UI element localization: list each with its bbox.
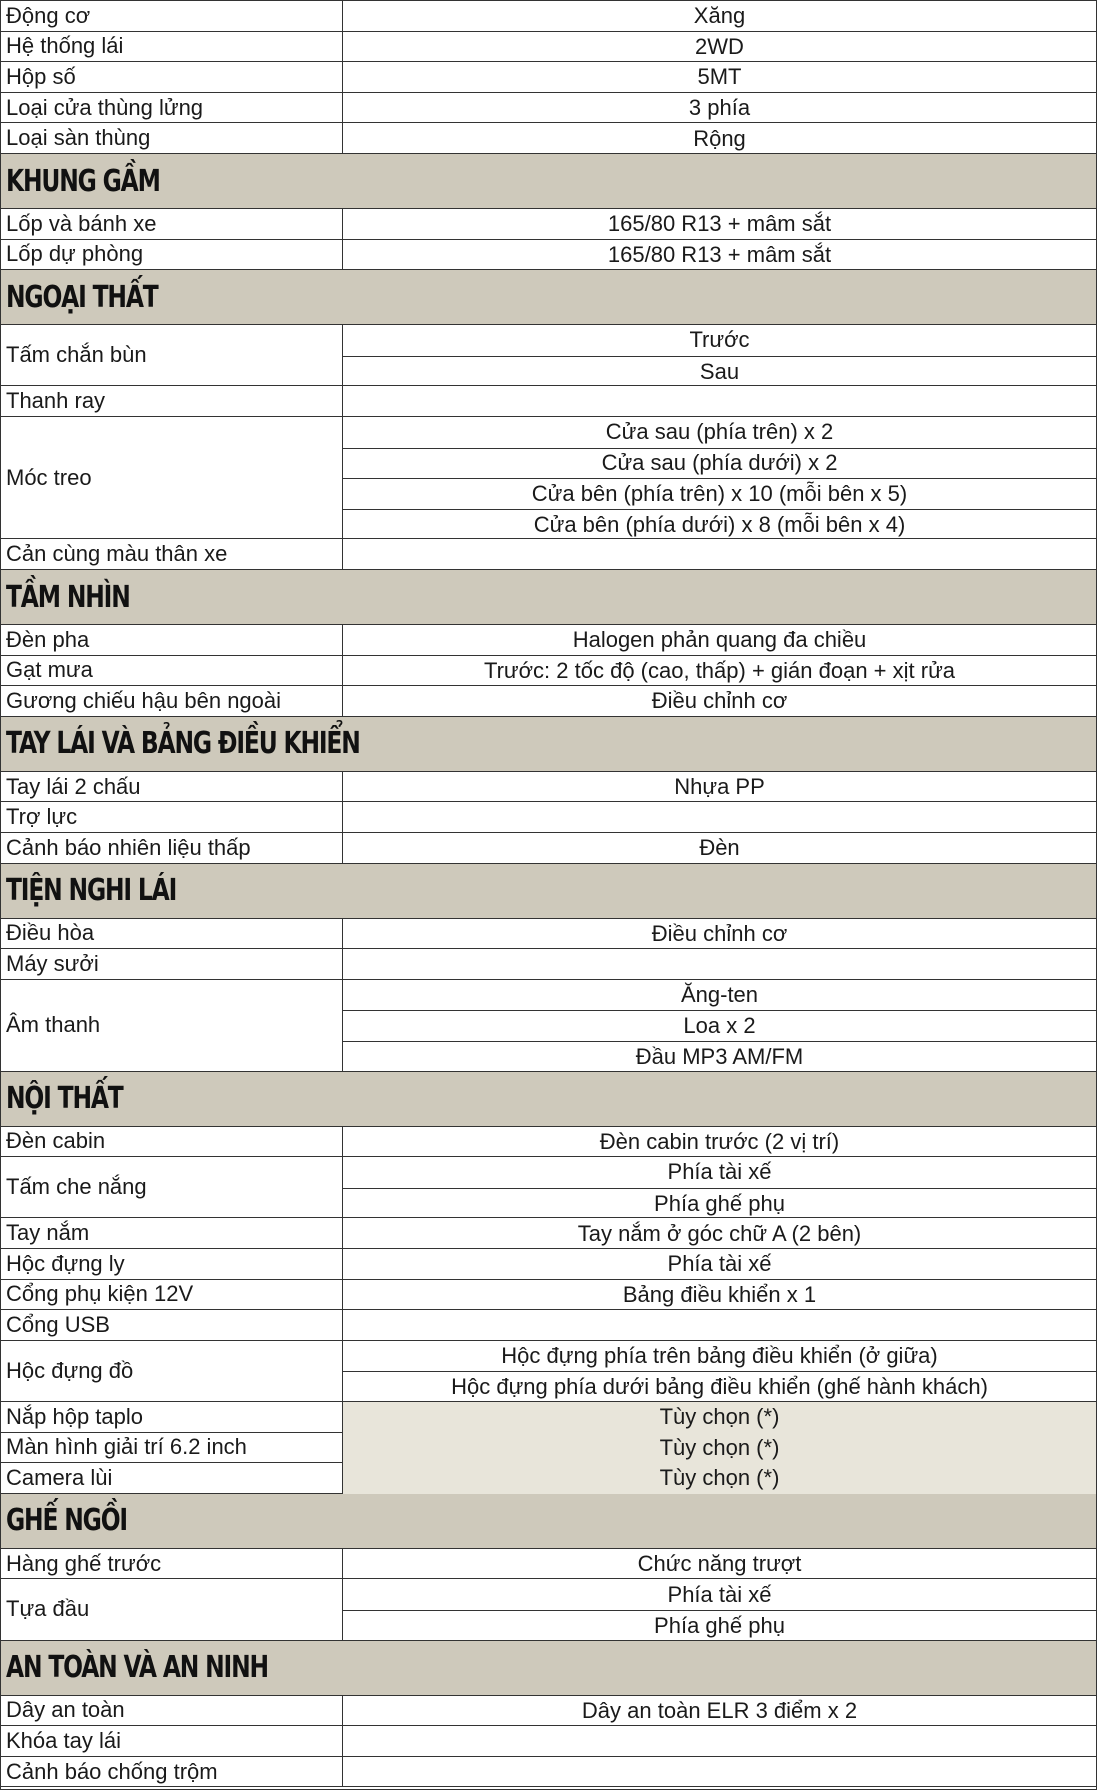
spec-row — [1, 1696, 1096, 1727]
section-title: KHUNG GẦM — [6, 163, 160, 199]
spec-values — [343, 772, 1096, 802]
section-title: GHẾ NGỒI — [6, 1503, 127, 1539]
spec-values — [343, 417, 1096, 538]
spec-label: Gương chiếu hậu bên ngoài — [1, 686, 343, 716]
spec-values — [343, 949, 1096, 979]
spec-value: Tùy chọn (*) — [343, 1463, 1096, 1494]
spec-values — [343, 1549, 1096, 1579]
section-title: TIỆN NGHI LÁI — [6, 873, 177, 909]
spec-values — [343, 93, 1096, 123]
spec-values — [343, 386, 1096, 416]
spec-label: Hộc đựng ly — [1, 1249, 343, 1279]
spec-value: 165/80 R13 + mâm sắt — [607, 241, 832, 267]
spec-label: Màn hình giải trí 6.2 inch — [1, 1433, 343, 1463]
spec-row — [1, 1249, 1096, 1280]
section-title: NGOẠI THẤT — [6, 279, 158, 315]
spec-values — [343, 656, 1096, 686]
section-title: NỘI THẤT — [6, 1081, 123, 1117]
spec-row — [1, 919, 1096, 950]
spec-row — [1, 209, 1096, 240]
spec-value — [343, 802, 1096, 833]
spec-row — [1, 656, 1096, 687]
spec-value: Phía ghế phụ — [343, 1610, 1096, 1641]
spec-values — [343, 686, 1096, 716]
spec-row — [1, 325, 1096, 386]
spec-label: Đèn cabin — [1, 1127, 343, 1157]
spec-value: 5MT — [697, 64, 742, 90]
spec-values — [343, 240, 1096, 270]
spec-values — [343, 325, 1096, 385]
spec-value: Phía ghế phụ — [343, 1188, 1096, 1219]
spec-values — [343, 1249, 1096, 1279]
spec-row — [1, 1726, 1096, 1757]
section-title: TẦM NHÌN — [6, 579, 130, 615]
spec-values — [343, 1757, 1096, 1787]
spec-label: Loại sàn thùng — [1, 123, 343, 153]
spec-row — [1, 686, 1096, 717]
spec-value: Halogen phản quang đa chiều — [572, 627, 867, 653]
section-header — [1, 154, 1096, 209]
spec-label: Động cơ — [1, 1, 343, 31]
spec-value: Cửa bên (phía dưới) x 8 (mỗi bên x 4) — [343, 509, 1096, 540]
spec-label: Tay lái 2 chấu — [1, 772, 343, 802]
spec-values — [343, 833, 1096, 863]
spec-value: Điều chỉnh cơ — [651, 920, 788, 946]
spec-row — [1, 1280, 1096, 1311]
spec-row — [1, 386, 1096, 417]
spec-row — [1, 539, 1096, 570]
spec-label: Đèn pha — [1, 625, 343, 655]
spec-value: Đèn — [699, 835, 740, 861]
spec-values — [343, 1310, 1096, 1340]
spec-value: Ăng-ten — [680, 982, 759, 1008]
section-header — [1, 1494, 1096, 1549]
spec-row — [1, 1341, 1096, 1402]
spec-value: Nhựa PP — [674, 774, 765, 800]
spec-label: Lốp và bánh xe — [1, 209, 343, 239]
spec-value: Đầu MP3 AM/FM — [343, 1041, 1096, 1072]
spec-label: Tấm chắn bùn — [1, 325, 343, 385]
spec-values — [343, 919, 1096, 949]
spec-label: Thanh ray — [1, 386, 343, 416]
spec-value: 165/80 R13 + mâm sắt — [607, 211, 832, 237]
spec-values — [343, 625, 1096, 655]
section-header — [1, 864, 1096, 919]
spec-value — [343, 1757, 1096, 1788]
spec-row — [1, 949, 1096, 980]
spec-row — [1, 1157, 1096, 1218]
spec-value: Tùy chọn (*) — [343, 1433, 1096, 1464]
section-title: TAY LÁI VÀ BẢNG ĐIỀU KHIỂN — [6, 726, 360, 762]
spec-value — [343, 1726, 1096, 1757]
spec-label: Cảnh báo nhiên liệu thấp — [1, 833, 343, 863]
spec-value: Hộc đựng phía dưới bảng điều khiển (ghế hành khách) — [343, 1371, 1096, 1402]
spec-row — [1, 1579, 1096, 1640]
spec-label: Tựa đầu — [1, 1579, 343, 1639]
spec-label: Loại cửa thùng lửng — [1, 93, 343, 123]
spec-row — [1, 980, 1096, 1072]
spec-value: Phía tài xế — [667, 1251, 772, 1277]
spec-values — [343, 1, 1096, 31]
spec-values — [343, 32, 1096, 62]
spec-value: Trước — [689, 327, 750, 353]
spec-row — [1, 62, 1096, 93]
spec-label: Móc treo — [1, 417, 343, 538]
spec-value: Tay nắm ở góc chữ A (2 bên) — [577, 1220, 862, 1246]
spec-row — [1, 772, 1096, 803]
spec-values — [343, 1157, 1096, 1217]
spec-row — [1, 1433, 1096, 1464]
spec-values — [343, 62, 1096, 92]
spec-value: Cửa sau (phía trên) x 2 — [605, 419, 834, 445]
spec-value: Phía tài xế — [667, 1581, 772, 1607]
spec-value: Sau — [343, 356, 1096, 387]
section-title: AN TOÀN VÀ AN NINH — [6, 1650, 268, 1686]
spec-values — [343, 123, 1096, 153]
spec-value — [343, 386, 1096, 417]
spec-label: Hệ thống lái — [1, 32, 343, 62]
spec-label: Máy sưởi — [1, 949, 343, 979]
spec-value: Cửa sau (phía dưới) x 2 — [343, 448, 1096, 479]
spec-value: 2WD — [695, 33, 744, 59]
spec-label: Camera lùi — [1, 1463, 343, 1493]
spec-values — [343, 802, 1096, 832]
spec-values — [343, 1280, 1096, 1310]
spec-row — [1, 123, 1096, 154]
spec-value: Trước: 2 tốc độ (cao, thấp) + gián đoạn + xịt rửa — [483, 657, 956, 683]
spec-value: Cửa bên (phía trên) x 10 (mỗi bên x 5) — [343, 478, 1096, 509]
section-header — [1, 570, 1096, 625]
spec-value: Đèn cabin trước (2 vị trí) — [599, 1128, 840, 1154]
spec-values — [343, 1218, 1096, 1248]
section-header — [1, 717, 1096, 772]
spec-row — [1, 1310, 1096, 1341]
spec-value: Dây an toàn ELR 3 điểm x 2 — [581, 1697, 858, 1723]
spec-label: Tấm che nắng — [1, 1157, 343, 1217]
spec-label: Hộc đựng đồ — [1, 1341, 343, 1401]
spec-values — [343, 539, 1096, 569]
spec-label: Lốp dự phòng — [1, 240, 343, 270]
spec-row — [1, 1402, 1096, 1433]
spec-value — [343, 539, 1096, 570]
spec-label: Hộp số — [1, 62, 343, 92]
spec-row — [1, 417, 1096, 539]
spec-label: Cảnh báo chống trộm — [1, 1757, 343, 1787]
spec-value: Chức năng trượt — [637, 1551, 802, 1577]
spec-values — [343, 1726, 1096, 1756]
spec-row — [1, 1757, 1096, 1788]
spec-values — [343, 1402, 1096, 1432]
spec-label: Trợ lực — [1, 802, 343, 832]
spec-label: Cổng phụ kiện 12V — [1, 1280, 343, 1310]
spec-values — [343, 980, 1096, 1071]
section-header — [1, 270, 1096, 325]
spec-row — [1, 1463, 1096, 1494]
spec-label: Nắp hộp taplo — [1, 1402, 343, 1432]
spec-row — [1, 240, 1096, 271]
spec-values — [343, 1463, 1096, 1493]
spec-row — [1, 1218, 1096, 1249]
spec-value: Rộng — [693, 125, 746, 151]
spec-row — [1, 32, 1096, 63]
spec-values — [343, 1433, 1096, 1463]
spec-row — [1, 833, 1096, 864]
spec-label: Cản cùng màu thân xe — [1, 539, 343, 569]
spec-values — [343, 209, 1096, 239]
spec-values — [343, 1696, 1096, 1726]
spec-value: Phía tài xế — [667, 1159, 772, 1185]
spec-row — [1, 1, 1096, 32]
spec-value: Hộc đựng phía trên bảng điều khiển (ở giữa) — [501, 1343, 938, 1369]
section-header — [1, 1641, 1096, 1696]
spec-value: Loa x 2 — [343, 1010, 1096, 1041]
spec-value — [343, 1310, 1096, 1341]
spec-label: Gạt mưa — [1, 656, 343, 686]
spec-value: Điều chỉnh cơ — [651, 688, 788, 714]
spec-label: Cổng USB — [1, 1310, 343, 1340]
spec-label: Khóa tay lái — [1, 1726, 343, 1756]
spec-values — [343, 1341, 1096, 1401]
spec-label: Âm thanh — [1, 980, 343, 1071]
spec-row — [1, 625, 1096, 656]
spec-label: Hàng ghế trước — [1, 1549, 343, 1579]
spec-label: Dây an toàn — [1, 1696, 343, 1726]
spec-row — [1, 1549, 1096, 1580]
spec-row — [1, 802, 1096, 833]
spec-values — [343, 1127, 1096, 1157]
spec-values — [343, 1579, 1096, 1639]
spec-label: Tay nắm — [1, 1218, 343, 1248]
spec-value — [343, 949, 1096, 980]
spec-row — [1, 1127, 1096, 1158]
spec-value: 3 phía — [688, 95, 751, 121]
spec-value: Xăng — [693, 3, 746, 29]
spec-value: Tùy chọn (*) — [343, 1402, 1096, 1433]
spec-value: Bảng điều khiển x 1 — [622, 1281, 817, 1307]
spec-label: Điều hòa — [1, 919, 343, 949]
spec-row — [1, 93, 1096, 124]
section-header — [1, 1072, 1096, 1127]
